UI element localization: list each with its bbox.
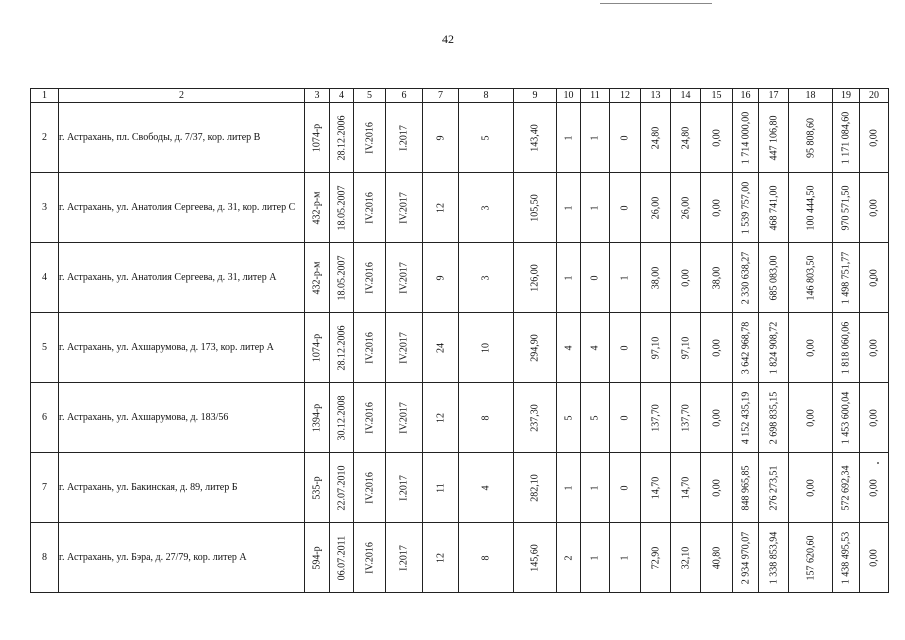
cell-text: 10 bbox=[480, 342, 492, 353]
order-number-cell bbox=[305, 173, 330, 243]
start-period-cell bbox=[354, 523, 386, 593]
order-number-cell bbox=[305, 523, 330, 593]
cell-text: I.2017 bbox=[398, 544, 410, 571]
column-header: 17 bbox=[759, 89, 789, 103]
value-cell bbox=[581, 173, 610, 243]
cell-text: 28.12.2006 bbox=[335, 325, 347, 370]
cell-text: 0 bbox=[619, 135, 631, 140]
cell-text: 1 824 908,72 bbox=[767, 321, 779, 374]
amount-cell bbox=[789, 103, 833, 173]
value-cell bbox=[557, 243, 581, 313]
cell-text: 38,00 bbox=[649, 266, 661, 289]
value-cell bbox=[641, 103, 671, 173]
value-cell bbox=[671, 103, 701, 173]
value-cell bbox=[701, 453, 733, 523]
amount-cell bbox=[759, 313, 789, 383]
column-header: 18 bbox=[789, 89, 833, 103]
cell-text: 12 bbox=[434, 552, 446, 563]
cell-text: 848 965,85 bbox=[739, 465, 751, 510]
column-header: 10 bbox=[557, 89, 581, 103]
start-period-cell bbox=[354, 243, 386, 313]
amount-cell bbox=[789, 383, 833, 453]
cell-text: 1 171 084,60 bbox=[840, 111, 852, 164]
value-cell bbox=[701, 173, 733, 243]
cell-text: 1 714 000,00 bbox=[739, 111, 751, 164]
value-cell bbox=[610, 383, 641, 453]
column-header: 3 bbox=[305, 89, 330, 103]
cell-text: 970 571,50 bbox=[840, 185, 852, 230]
value-cell bbox=[423, 383, 459, 453]
column-header: 4 bbox=[330, 89, 354, 103]
table-row bbox=[31, 523, 889, 593]
order-date-cell bbox=[330, 173, 354, 243]
column-header: 9 bbox=[514, 89, 557, 103]
end-period-cell bbox=[386, 243, 423, 313]
row-number: 6 bbox=[31, 383, 59, 453]
end-period-cell bbox=[386, 523, 423, 593]
cell-text: 0,00 bbox=[868, 478, 880, 497]
value-cell bbox=[459, 453, 514, 523]
cell-text: 9 bbox=[434, 135, 446, 140]
cell-text: 468 741,00 bbox=[767, 185, 779, 230]
cell-text: 30.12.2008 bbox=[335, 395, 347, 440]
cell-text: 0 bbox=[619, 415, 631, 420]
amount-cell bbox=[833, 523, 860, 593]
value-cell bbox=[701, 313, 733, 383]
cell-text: 126,00 bbox=[529, 263, 541, 292]
cell-text: 0,00 bbox=[804, 478, 816, 497]
table-body bbox=[31, 103, 889, 593]
cell-text: 100 444,50 bbox=[804, 185, 816, 230]
value-cell bbox=[610, 523, 641, 593]
table-row bbox=[31, 453, 889, 523]
cell-text: 14,70 bbox=[679, 476, 691, 499]
cell-text: 2 330 638,27 bbox=[739, 251, 751, 304]
amount-cell bbox=[733, 173, 759, 243]
cell-text: 1 bbox=[589, 205, 601, 210]
cell-text: 146 803,50 bbox=[804, 255, 816, 300]
end-period-cell bbox=[386, 313, 423, 383]
cell-text: 0,00 bbox=[868, 268, 880, 287]
value-cell bbox=[423, 173, 459, 243]
cell-text: 24,80 bbox=[649, 126, 661, 149]
cell-text: 0,00 bbox=[868, 408, 880, 427]
amount-cell bbox=[860, 523, 889, 593]
value-cell bbox=[701, 383, 733, 453]
value-cell bbox=[641, 383, 671, 453]
cell-text: I.2017 bbox=[398, 474, 410, 501]
cell-text: 1074-р bbox=[311, 123, 323, 152]
value-cell bbox=[671, 243, 701, 313]
column-header: 2 bbox=[59, 89, 305, 103]
amount-cell bbox=[759, 383, 789, 453]
amount-cell bbox=[733, 453, 759, 523]
cell-text: 14,70 bbox=[649, 476, 661, 499]
cell-text: 2 934 970,07 bbox=[739, 531, 751, 584]
cell-text: 105,50 bbox=[529, 193, 541, 222]
cell-text: 0,00 bbox=[710, 128, 722, 147]
cell-text: 1 818 060,06 bbox=[840, 321, 852, 374]
cell-text: 22.07.2010 bbox=[335, 465, 347, 510]
cell-text: IV.2016 bbox=[363, 541, 375, 574]
value-cell bbox=[610, 173, 641, 243]
column-header: 12 bbox=[610, 89, 641, 103]
table-row bbox=[31, 103, 889, 173]
cell-text: 97,10 bbox=[649, 336, 661, 359]
value-cell bbox=[514, 173, 557, 243]
column-header: 13 bbox=[641, 89, 671, 103]
cell-text: 0,00 bbox=[710, 338, 722, 357]
cell-text: IV.2017 bbox=[398, 191, 410, 224]
value-cell bbox=[423, 243, 459, 313]
value-cell bbox=[641, 453, 671, 523]
amount-cell bbox=[833, 313, 860, 383]
cell-text: 1 539 757,00 bbox=[739, 181, 751, 234]
value-cell bbox=[610, 103, 641, 173]
cell-text: 26,00 bbox=[649, 196, 661, 219]
cell-text: 1 bbox=[562, 485, 574, 490]
order-date-cell bbox=[330, 313, 354, 383]
value-cell bbox=[671, 173, 701, 243]
value-cell bbox=[641, 523, 671, 593]
header-row bbox=[31, 89, 889, 103]
table-row bbox=[31, 173, 889, 243]
cell-text: 1 bbox=[562, 275, 574, 280]
amount-cell bbox=[860, 173, 889, 243]
table-row bbox=[31, 243, 889, 313]
cell-text: 9 bbox=[434, 275, 446, 280]
amount-cell bbox=[833, 173, 860, 243]
cell-text: 294,90 bbox=[529, 333, 541, 362]
amount-cell bbox=[759, 103, 789, 173]
start-period-cell bbox=[354, 383, 386, 453]
row-number: 4 bbox=[31, 243, 59, 313]
row-number: 5 bbox=[31, 313, 59, 383]
cell-text: 1 438 495,53 bbox=[840, 531, 852, 584]
cell-text: IV.2017 bbox=[398, 261, 410, 294]
amount-cell bbox=[833, 453, 860, 523]
value-cell bbox=[641, 173, 671, 243]
cell-text: 535-р bbox=[311, 475, 323, 500]
column-header: 6 bbox=[386, 89, 423, 103]
cell-text: 0,00 bbox=[868, 128, 880, 147]
cell-text: 3 bbox=[480, 275, 492, 280]
value-cell bbox=[610, 313, 641, 383]
address-cell: г. Астрахань, пл. Свободы, д. 7/37, кор. литер В bbox=[59, 103, 305, 173]
end-period-cell bbox=[386, 453, 423, 523]
value-cell bbox=[459, 103, 514, 173]
amount-cell bbox=[733, 243, 759, 313]
value-cell bbox=[557, 453, 581, 523]
cell-text: 18.05.2007 bbox=[335, 255, 347, 300]
value-cell bbox=[514, 313, 557, 383]
start-period-cell bbox=[354, 103, 386, 173]
cell-text: 432-р-м bbox=[311, 191, 323, 224]
column-header: 5 bbox=[354, 89, 386, 103]
order-date-cell bbox=[330, 383, 354, 453]
value-cell bbox=[514, 523, 557, 593]
cell-text: 1 bbox=[589, 555, 601, 560]
cell-text: 4 bbox=[562, 345, 574, 350]
cell-text: IV.2016 bbox=[363, 121, 375, 154]
page-number: 42 bbox=[442, 32, 454, 46]
cell-text: 1 bbox=[589, 135, 601, 140]
cell-text: 5 bbox=[480, 135, 492, 140]
amount-cell bbox=[833, 103, 860, 173]
cell-text: 06.07.2011 bbox=[335, 535, 347, 580]
value-cell bbox=[557, 103, 581, 173]
amount-cell bbox=[860, 453, 889, 523]
cell-text: 2 bbox=[562, 555, 574, 560]
address-cell: г. Астрахань, ул. Ахшарумова, д. 183/56 bbox=[59, 383, 305, 453]
cell-text: 0,00 bbox=[710, 478, 722, 497]
cell-text: 1 453 600,04 bbox=[840, 391, 852, 444]
value-cell bbox=[641, 313, 671, 383]
order-date-cell bbox=[330, 103, 354, 173]
cell-text: IV.2016 bbox=[363, 401, 375, 434]
cell-text: 11 bbox=[434, 482, 446, 493]
column-header: 20 bbox=[860, 89, 889, 103]
start-period-cell bbox=[354, 173, 386, 243]
value-cell bbox=[557, 383, 581, 453]
column-header: 7 bbox=[423, 89, 459, 103]
cell-text: 95 808,60 bbox=[804, 117, 816, 158]
cell-text: 12 bbox=[434, 412, 446, 423]
value-cell bbox=[581, 383, 610, 453]
value-cell bbox=[581, 103, 610, 173]
address-cell: г. Астрахань, ул. Бакинская, д. 89, литер Б bbox=[59, 453, 305, 523]
cell-text: 38,00 bbox=[710, 266, 722, 289]
data-table bbox=[30, 88, 889, 593]
cell-text: IV.2016 bbox=[363, 191, 375, 224]
order-number-cell bbox=[305, 383, 330, 453]
value-cell bbox=[671, 383, 701, 453]
value-cell bbox=[557, 523, 581, 593]
end-period-cell bbox=[386, 173, 423, 243]
cell-text: 4 bbox=[589, 345, 601, 350]
cell-text: 0 bbox=[619, 345, 631, 350]
cell-text: 1394-р bbox=[311, 403, 323, 432]
cell-text: 143,40 bbox=[529, 123, 541, 152]
value-cell bbox=[581, 453, 610, 523]
column-header: 1 bbox=[31, 89, 59, 103]
row-number: 7 bbox=[31, 453, 59, 523]
cell-text: 594-р bbox=[311, 545, 323, 570]
cell-text: 1 338 853,94 bbox=[767, 531, 779, 584]
column-header: 16 bbox=[733, 89, 759, 103]
row-number: 2 bbox=[31, 103, 59, 173]
value-cell bbox=[610, 243, 641, 313]
cell-text: 97,10 bbox=[679, 336, 691, 359]
amount-cell bbox=[833, 243, 860, 313]
value-cell bbox=[459, 313, 514, 383]
cell-text: 28.12.2006 bbox=[335, 115, 347, 160]
amount-cell bbox=[860, 103, 889, 173]
cell-text: 137,70 bbox=[679, 403, 691, 432]
column-header: 14 bbox=[671, 89, 701, 103]
value-cell bbox=[423, 103, 459, 173]
cell-text: 0,00 bbox=[710, 408, 722, 427]
cell-text: 137,70 bbox=[649, 403, 661, 432]
start-period-cell bbox=[354, 313, 386, 383]
value-cell bbox=[581, 523, 610, 593]
value-cell bbox=[514, 453, 557, 523]
cell-text: 26,00 bbox=[679, 196, 691, 219]
cell-text: 685 083,00 bbox=[767, 255, 779, 300]
top-edge-rule bbox=[600, 3, 712, 4]
address-cell: г. Астрахань, ул. Бэра, д. 27/79, кор. литер А bbox=[59, 523, 305, 593]
cell-text: 0,00 bbox=[679, 268, 691, 287]
cell-text: 8 bbox=[480, 555, 492, 560]
cell-text: 5 bbox=[562, 415, 574, 420]
value-cell bbox=[581, 243, 610, 313]
value-cell bbox=[557, 313, 581, 383]
cell-text: 12 bbox=[434, 202, 446, 213]
value-cell bbox=[701, 103, 733, 173]
value-cell bbox=[459, 523, 514, 593]
amount-cell bbox=[759, 523, 789, 593]
row-number: 8 bbox=[31, 523, 59, 593]
cell-text: I.2017 bbox=[398, 124, 410, 151]
cell-text: 0,00 bbox=[710, 198, 722, 217]
cell-text: 24 bbox=[434, 342, 446, 353]
value-cell bbox=[701, 243, 733, 313]
cell-text: 3 bbox=[480, 205, 492, 210]
cell-text: 1 bbox=[562, 205, 574, 210]
cell-text: 5 bbox=[589, 415, 601, 420]
amount-cell bbox=[759, 453, 789, 523]
cell-text: 237,30 bbox=[529, 403, 541, 432]
cell-text: 4 bbox=[480, 485, 492, 490]
amount-cell bbox=[789, 243, 833, 313]
cell-text: 8 bbox=[480, 415, 492, 420]
value-cell bbox=[459, 243, 514, 313]
order-number-cell bbox=[305, 453, 330, 523]
value-cell bbox=[423, 453, 459, 523]
value-cell bbox=[557, 173, 581, 243]
value-cell bbox=[671, 523, 701, 593]
cell-text: 145,60 bbox=[529, 543, 541, 572]
cell-text: IV.2017 bbox=[398, 401, 410, 434]
value-cell bbox=[423, 523, 459, 593]
value-cell bbox=[671, 453, 701, 523]
cell-text: 1 bbox=[619, 555, 631, 560]
value-cell bbox=[459, 383, 514, 453]
cell-text: 4 152 435,19 bbox=[739, 391, 751, 444]
amount-cell bbox=[759, 173, 789, 243]
cell-text: 3 642 968,78 bbox=[739, 321, 751, 374]
cell-text: 0 bbox=[619, 205, 631, 210]
cell-text: 1074-р bbox=[311, 333, 323, 362]
amount-cell bbox=[733, 523, 759, 593]
cell-text: 0 bbox=[589, 275, 601, 280]
amount-cell bbox=[759, 243, 789, 313]
cell-text: IV.2016 bbox=[363, 331, 375, 364]
amount-cell bbox=[733, 383, 759, 453]
cell-text: 0,00 bbox=[868, 198, 880, 217]
value-cell bbox=[423, 313, 459, 383]
amount-cell bbox=[860, 313, 889, 383]
row-number: 3 bbox=[31, 173, 59, 243]
amount-cell bbox=[789, 523, 833, 593]
value-cell bbox=[671, 313, 701, 383]
order-number-cell bbox=[305, 313, 330, 383]
value-cell bbox=[581, 313, 610, 383]
address-cell: г. Астрахань, ул. Анатолия Сергеева, д. 31, кор. литер С bbox=[59, 173, 305, 243]
order-number-cell bbox=[305, 103, 330, 173]
amount-cell bbox=[789, 173, 833, 243]
column-header: 8 bbox=[459, 89, 514, 103]
amount-cell bbox=[733, 103, 759, 173]
table-row bbox=[31, 383, 889, 453]
cell-text: 32,10 bbox=[679, 546, 691, 569]
order-number-cell bbox=[305, 243, 330, 313]
order-date-cell bbox=[330, 243, 354, 313]
cell-text: 0 bbox=[619, 485, 631, 490]
column-header: 11 bbox=[581, 89, 610, 103]
table-row bbox=[31, 313, 889, 383]
cell-text: 1 bbox=[589, 485, 601, 490]
value-cell bbox=[641, 243, 671, 313]
value-cell bbox=[459, 173, 514, 243]
end-period-cell bbox=[386, 103, 423, 173]
cell-text: 1 bbox=[562, 135, 574, 140]
cell-text: 18.05.2007 bbox=[335, 185, 347, 230]
value-cell bbox=[610, 453, 641, 523]
amount-cell bbox=[860, 243, 889, 313]
cell-text: IV.2016 bbox=[363, 471, 375, 504]
value-cell bbox=[514, 383, 557, 453]
value-cell bbox=[701, 523, 733, 593]
cell-text: 282,10 bbox=[529, 473, 541, 502]
cell-text: IV.2017 bbox=[398, 331, 410, 364]
cell-text: 0,00 bbox=[868, 338, 880, 357]
cell-text: 40,80 bbox=[710, 546, 722, 569]
cell-text: 24,80 bbox=[679, 126, 691, 149]
cell-text: 0,00 bbox=[868, 548, 880, 567]
address-cell: г. Астрахань, ул. Ахшарумова, д. 173, кор. литер А bbox=[59, 313, 305, 383]
cell-text: 0,00 bbox=[804, 408, 816, 427]
cell-text: 447 106,80 bbox=[767, 115, 779, 160]
cell-text: 1 bbox=[619, 275, 631, 280]
cell-text: 157 620,60 bbox=[804, 535, 816, 580]
end-period-cell bbox=[386, 383, 423, 453]
order-date-cell bbox=[330, 523, 354, 593]
amount-cell bbox=[789, 313, 833, 383]
column-header: 15 bbox=[701, 89, 733, 103]
start-period-cell bbox=[354, 453, 386, 523]
cell-text: 72,90 bbox=[649, 546, 661, 569]
cell-text: 572 692,34 bbox=[840, 465, 852, 510]
value-cell bbox=[514, 103, 557, 173]
cell-text: 2 698 835,15 bbox=[767, 391, 779, 444]
column-header: 19 bbox=[833, 89, 860, 103]
order-date-cell bbox=[330, 453, 354, 523]
amount-cell bbox=[789, 453, 833, 523]
value-cell bbox=[514, 243, 557, 313]
cell-text: 432-р-м bbox=[311, 261, 323, 294]
cell-text: IV.2016 bbox=[363, 261, 375, 294]
cell-text: 276 273,51 bbox=[767, 465, 779, 510]
cell-text: 1 498 751,77 bbox=[840, 251, 852, 304]
cell-text: 0,00 bbox=[804, 338, 816, 357]
amount-cell bbox=[860, 383, 889, 453]
amount-cell bbox=[733, 313, 759, 383]
address-cell: г. Астрахань, ул. Анатолия Сергеева, д. 31, литер А bbox=[59, 243, 305, 313]
amount-cell bbox=[833, 383, 860, 453]
